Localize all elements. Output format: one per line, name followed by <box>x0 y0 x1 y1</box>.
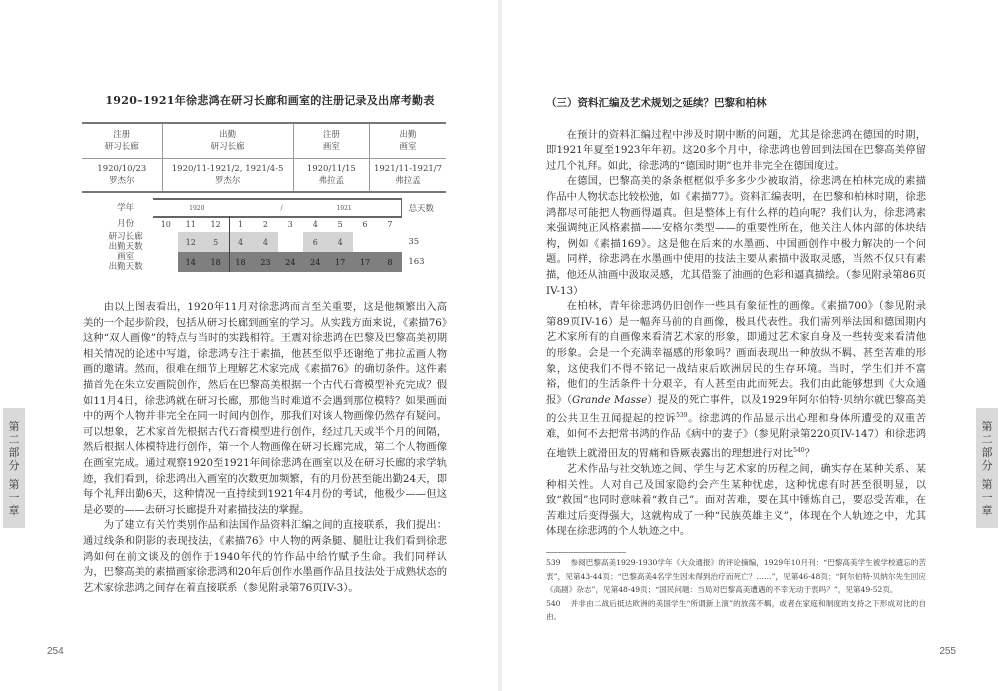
month-cell: 7 <box>387 219 393 229</box>
month-cell: 11 <box>185 219 196 229</box>
section-title: （三）资料汇编及艺术规划之延续？巴黎和柏林 <box>546 97 767 109</box>
footnote-divider <box>546 552 626 553</box>
footnote-number: 539 <box>546 558 561 567</box>
attendance-cell: 8 <box>378 252 403 272</box>
table-cell: 1920/11-1921/2, 1921/4-5 罗杰尔 <box>162 159 293 193</box>
attendance-cell: 23 <box>253 252 278 272</box>
row-total: 35 <box>408 237 420 247</box>
left-page <box>0 0 498 691</box>
month-cells <box>153 216 402 232</box>
tab-char: 第 <box>981 477 993 491</box>
attendance-cell: 17 <box>328 252 353 272</box>
footnote-ref[interactable]: 540 <box>793 446 805 454</box>
table-cell: 1920/10/23 罗杰尔 <box>82 159 162 193</box>
row-label: 画室 出勤天数 <box>108 252 143 272</box>
header-cell: 注册 研习长廊 <box>82 123 162 159</box>
table-header-row <box>82 123 446 159</box>
year-divider-line <box>229 252 230 272</box>
table-cell: 1921/11-1921/7 弗拉孟 <box>370 159 446 193</box>
footnote: 540 并非由二战后抵达欧洲的美国学生“所谓新上演”的放荡不羁，或者在家庭和制度的支持之下形成对比的自由。 <box>546 598 926 621</box>
right-body-text <box>546 96 926 540</box>
tab-char: 第 <box>8 419 20 433</box>
attendance-cell: 5 <box>203 232 228 252</box>
attendance-cell: 12 <box>178 232 203 252</box>
month-cell: 1 <box>237 219 244 229</box>
italic-term: Grande Masse <box>571 393 648 406</box>
year-divider-line <box>229 232 230 252</box>
header-cell: 注册 画室 <box>293 123 369 159</box>
month-cell: 6 <box>362 219 368 229</box>
month-cell: 4 <box>312 219 318 229</box>
attendance-cell: 24 <box>303 252 328 272</box>
chapter-side-tab <box>976 408 998 528</box>
paragraph: 在柏林，青年徐悲鸿仍旧创作一些具有象征性的画像。《素描700》（参见附录第89页IV-16）是一幅奔马前的自画像，极具代表性。我们需列举法国和德国期内艺术家所有的自画像来看清艺术家的形象，即通过艺术家自身及一些转变来看清他的形象。会是一个充满幸福感的形象吗？画面表现出一种放纵不羁、甚至苦难的形象，这使我们不得不铭记一战结束后欧洲居民的生存环境。当时，学生们并不富裕，他们的生活条件十分艰辛，有人甚至由此而死去。我们由此能够想到《大众通报》（Grande Masse）提及的死亡事件，以及1929年阿尔伯特·贝纳尔就巴黎高美的公共卫生丑闻提起的控诉$^{539}$。徐悲鸿的作品显示出心理和身体所遭受的双重苦难，如何不去把常书鸿的作品《病中的妻子》（参见附录第220页IV-147）和徐悲鸿在地铁上就滑田友的胃痛和昏厥表露出的理想进行对比$^{540}$？ <box>546 300 927 460</box>
studio-cells <box>153 252 402 272</box>
row-label: 研习长廊 出勤天数 <box>108 232 143 252</box>
tab-char: 二 <box>981 432 993 446</box>
paragraph: 在预计的资料汇编过程中涉及时期中断的问题，尤其是徐悲鸿在德国的时期，即1921年夏至1923年年初。这20多个月中，徐悲鸿也曾回到法国在巴黎高美停留过几个礼拜。如此，徐悲鸿的“德国时期”也并非完全在德国度过。 <box>546 128 926 172</box>
year-row <box>98 200 438 216</box>
gallery-attendance-row <box>98 232 438 252</box>
right-page <box>502 0 1000 691</box>
year-bar <box>153 198 402 218</box>
attendance-cell: 24 <box>278 252 303 272</box>
paragraph: 艺术作品与社交轨迹之间、学生与艺术家的历程之间，确实存在某种关系、某种相关性。人对自己及国家隐约会产生某种忧虑，这种忧虑有时甚至很明显，以致“救国”也同时意味着“救自己”。面对苦难，要在其中锤炼自己，要忍受苦难，在苦难过后变得强大，这就构成了一种“民族英雄主义”，体现在个人轨迹之中，尤其体现在徐悲鸿的个人轨迹之中。 <box>546 462 926 538</box>
tab-char: 部 <box>8 445 20 459</box>
table-title: 1920–1921年徐悲鸿在研习长廊和画室的注册记录及出席考勤表 <box>105 94 435 107</box>
attendance-cell: 4 <box>253 232 278 252</box>
header-cell: 出勤 画室 <box>370 123 446 159</box>
tab-char: 一 <box>8 490 20 504</box>
paragraph: 由以上图表看出，1920年11月对徐悲鸿而言至关重要，这是他频繁出入高美的一个起步阶段，包括从研习长廊到画室的学习。从实践方面来说，《素描76》这种“双人画像”的特点与当时的实践相符。王震对徐悲鸿在巴黎及巴黎高美初期相关情况的论述中写道，徐悲鸿专注于素描，他甚至似乎还谢绝了弗拉孟画人物画的邀请。然而，很难在细节上理解艺术家完成《素描76》的确切条件。这件素描首先在朱立安画院创作，然后在巴黎高美根据一个古代石膏模型补充完成？假如11月4日，徐悲鸿就在研习长廊，那他当时难道不会遇到那位模特？如果画面中的两个人物并非完全在同一时间内创作，那我们对该人物画像仍然存有疑问。可以想象，艺术家首先根据古代石膏模型进行创作，经过几天或半个月的间隔，然后根据人体模特进行创作，第一个人物画像在研习长廊完成，第二个人物画像在画室完成。通过观察1920至1921年间徐悲鸿在画室以及在研习长廊的求学轨迹，我们看到，徐悲鸿出入画室的次数更加频繁，有的月份甚至能出勤24天，即每个礼拜出勤6天，这种情况一直持续到1921年4月份的考试，他极少——但这是必要的——去研习长廊提升对素描技法的掌握。 <box>83 301 447 516</box>
month-row <box>98 216 438 232</box>
studio-attendance-row <box>98 252 438 272</box>
footnote: 539 参阅巴黎高美1929-1930学年《大众通报》的评论摘编，1929年10月刊：“巴黎高美学生被学校遗忘的苦衷”，见第43-44页；“巴黎高美4名学生因未得到治疗而死亡？……”，见第46-48页；“阿尔伯特·贝纳尔先生回应《高剧》杂志”，见第48-49页；“国民问题：当局对巴黎高美遭遇的不幸无动于衷吗？”，见第49-52页。 <box>546 558 926 594</box>
attendance-cell: 4 <box>328 232 353 252</box>
attendance-cell: 4 <box>228 232 253 252</box>
attendance-cell <box>353 232 378 252</box>
month-label: 月份 <box>117 219 135 229</box>
tab-char: 二 <box>8 432 20 446</box>
attendance-cell: 14 <box>178 252 203 272</box>
year-separator: / <box>280 204 283 212</box>
row-total: 163 <box>408 257 425 267</box>
table-cell: 1920/11/15 弗拉孟 <box>293 159 369 193</box>
month-cell: 12 <box>210 219 221 229</box>
paragraph: 为了建立有关竹类别作品和法国作品资料汇编之间的直接联系，我们提出：通过线条和阴影的表现技法，《素描76》中人物的两条腿、腿肚让我们看到徐悲鸿如何在前文谈及的创作于1940年代的竹作品中给竹赋予生命。我们同样认为，巴黎高美的素描画家徐悲鸿和20年后创作水墨画作品且技法处于成熟状态的艺术家徐悲鸿之间存在着直接联系（参见附录第76页IV-3）。 <box>83 519 447 594</box>
month-cell: 10 <box>160 219 171 229</box>
attendance-cell: 18 <box>228 252 253 272</box>
year-1921: 1921 <box>336 204 352 212</box>
tab-char: 章 <box>8 503 20 517</box>
tab-char: 第 <box>981 419 993 433</box>
attendance-cell <box>153 252 178 272</box>
attendance-cell <box>378 232 403 252</box>
left-body-text <box>83 300 447 596</box>
page-number: 254 <box>47 646 64 657</box>
attendance-cell: 18 <box>203 252 228 272</box>
year-label: 学年 <box>117 203 135 213</box>
chapter-side-tab <box>3 408 25 528</box>
tab-char: 章 <box>981 503 993 517</box>
tab-char: 第 <box>8 477 20 491</box>
table-row <box>82 159 446 193</box>
attendance-cell <box>278 232 303 252</box>
footnote-ref[interactable]: 539 <box>676 412 688 420</box>
footnote-number: 540 <box>546 598 561 608</box>
year-1920: 1920 <box>189 204 205 212</box>
year-divider-line <box>229 216 230 232</box>
attendance-cell <box>153 232 178 252</box>
registration-table <box>82 122 446 193</box>
month-cell: 2 <box>262 219 268 229</box>
total-label: 总天数 <box>408 204 434 214</box>
tab-char: 分 <box>981 458 993 472</box>
tab-char: 分 <box>8 458 20 472</box>
gallery-cells <box>153 232 402 252</box>
footnotes <box>546 556 926 624</box>
attendance-cell: 6 <box>303 232 328 252</box>
attendance-chart <box>98 200 438 272</box>
attendance-cell: 17 <box>353 252 378 272</box>
page-number: 255 <box>939 646 956 657</box>
tab-char: 一 <box>981 490 993 504</box>
month-cell: 5 <box>337 219 343 229</box>
month-cell: 3 <box>287 219 293 229</box>
paragraph: 在德国，巴黎高美的条条框框似乎多多少少被取消，徐悲鸿在柏林完成的素描作品中人物状态比较松弛，如《素描77》。资料汇编表明，在巴黎和柏林时期，徐悲鸿都尽可能把人物画得逼真。但是整体上有什么样的趋向呢？我们认为，徐悲鸿素来强调纯正风格素描——安格尔类型——的重要性所在，他关注人体内部的体块结构，例如《素描169》。这是他在后来的水墨画、中国画创作中极力解决的一个问题。同样，徐悲鸿在水墨画中使用的技法主要从素描中汲取灵感，当然不仅只有素描，他还从油画中汲取灵感，尤其借鉴了油画的色彩和逼真描绘。（参见附录第86页IV-13） <box>546 175 926 297</box>
header-cell: 出勤 研习长廊 <box>162 123 293 159</box>
tab-char: 部 <box>981 445 993 459</box>
